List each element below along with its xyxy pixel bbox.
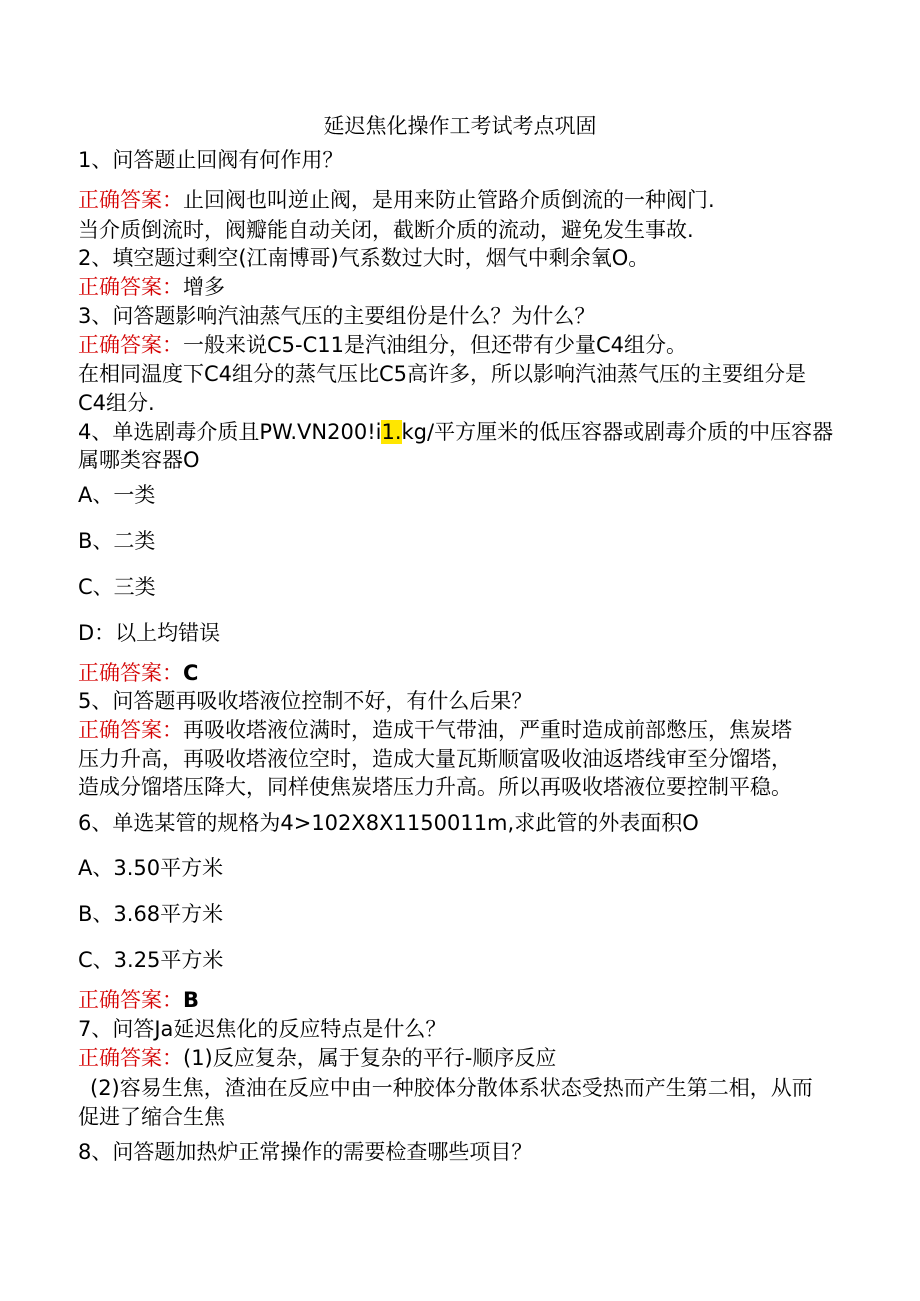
question-4-line-2: 属哪类容器O — [78, 448, 200, 472]
answer-label: 正确答案： — [78, 661, 183, 685]
question-2: 2、填空题过剩空(江南博哥)气系数过大时，烟气中剩余氧O。 — [78, 246, 650, 270]
highlighted-text: 1. — [381, 420, 402, 444]
answer-5-line-1: 正确答案：再吸收塔液位满时，造成干气带油，严重时造成前部憋压，焦炭塔 — [78, 718, 792, 742]
question-6: 6、单选某管的规格为4>102X8X1150011m,求此管的外表面积O — [78, 811, 699, 835]
question-4-line-1: 4、单选剧毒介质且PW.VN200!i1.kg/平方厘米的低压容器或剧毒介质的中压容器 — [78, 420, 834, 444]
answer-label: 正确答案： — [78, 988, 183, 1012]
answer-7-line-2: (2)容易生焦，渣油在反应中由一种胶体分散体系状态受热而产生第二相，从而 — [90, 1076, 813, 1100]
option-4-d: D：以上均错误 — [78, 621, 221, 645]
answer-2: 正确答案：增多 — [78, 275, 225, 299]
answer-label: 正确答案： — [78, 275, 183, 299]
answer-label: 正确答案： — [78, 333, 183, 357]
question-3: 3、问答题影响汽油蒸气压的主要组份是什么？为什么？ — [78, 304, 596, 328]
answer-4: 正确答案：C — [78, 661, 199, 685]
question-8: 8、问答题加热炉正常操作的需要检查哪些项目？ — [78, 1140, 533, 1164]
answer-7-line-3: 促进了缩合生焦 — [78, 1105, 225, 1129]
document-title: 延迟焦化操作工考试考点巩固 — [323, 114, 597, 138]
answer-6: 正确答案：B — [78, 988, 200, 1012]
answer-3-line-3: C4组分. — [78, 391, 155, 415]
answer-7-line-1: 正确答案：(1)反应复杂，属于复杂的平行-顺序反应 — [78, 1046, 557, 1070]
answer-5-line-2: 压力升高，再吸收塔液位空时，造成大量瓦斯顺富吸收油返塔线审至分馏塔， — [78, 747, 792, 771]
answer-label: 正确答案： — [78, 188, 183, 212]
option-6-a: A、3.50平方米 — [78, 856, 224, 880]
answer-5-line-3: 造成分馏塔压降大，同样使焦炭塔压力升高。所以再吸收塔液位要控制平稳。 — [78, 775, 792, 799]
option-4-b: B、二类 — [78, 529, 156, 553]
option-6-b: B、3.68平方米 — [78, 902, 224, 926]
option-4-a: A、一类 — [78, 483, 156, 507]
option-6-c: C、3.25平方米 — [78, 948, 224, 972]
question-1: 1、问答题止回阀有何作用？ — [78, 148, 344, 172]
answer-1-line-1: 正确答案：止回阀也叫逆止阀，是用来防止管路介质倒流的一种阀门. — [78, 188, 715, 212]
answer-label: 正确答案： — [78, 1046, 183, 1070]
answer-3-line-2: 在相同温度下C4组分的蒸气压比C5高许多，所以影响汽油蒸气压的主要组分是 — [78, 362, 807, 386]
answer-3-line-1: 正确答案：一般来说C5-C11是汽油组分，但还带有少量C4组分。 — [78, 333, 688, 357]
answer-1-line-2: 当介质倒流时，阀瓣能自动关闭，截断介质的流动，避免发生事故. — [78, 218, 694, 242]
question-7: 7、问答Ja延迟焦化的反应特点是什么？ — [78, 1017, 447, 1041]
option-4-c: C、三类 — [78, 575, 156, 599]
answer-label: 正确答案： — [78, 718, 183, 742]
question-5: 5、问答题再吸收塔液位控制不好，有什么后果？ — [78, 689, 533, 713]
